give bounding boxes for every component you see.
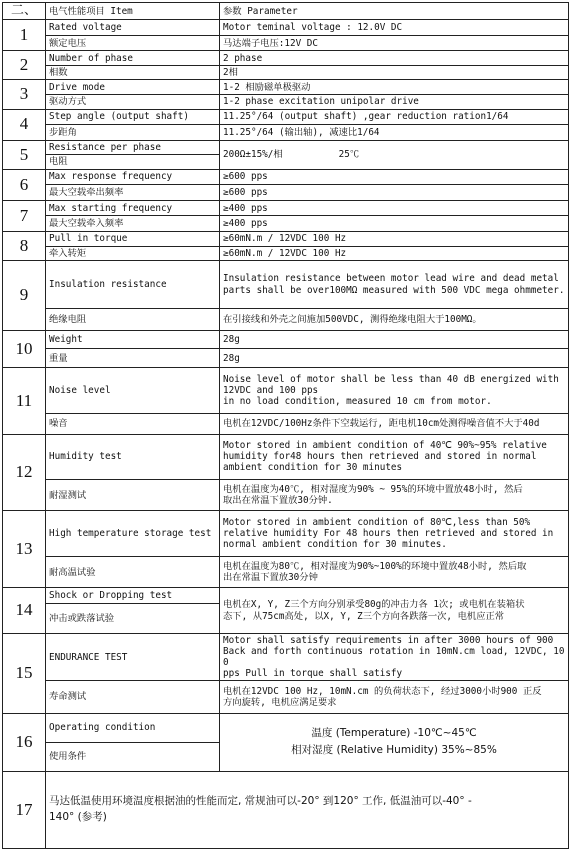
item-cn: 牵入转矩	[46, 246, 220, 261]
item-en: Number of phase	[46, 51, 220, 66]
param-en: 1-2 相励磁单极驱动	[220, 80, 569, 95]
item-cn: 额定电压	[46, 35, 220, 51]
param-cn	[220, 480, 569, 511]
param-cn: 马达端子电压:12V DC	[220, 35, 569, 51]
row-number: 8	[3, 232, 46, 261]
item-cn: 绝缘电阻	[46, 308, 220, 330]
item-en: Max response frequency	[46, 169, 220, 185]
param-en: ≥600 pps	[220, 169, 569, 185]
table-row	[3, 20, 569, 36]
row-number: 4	[3, 109, 46, 140]
item-en: Noise level	[46, 368, 220, 414]
row-number: 6	[3, 169, 46, 200]
param-en: 2 phase	[220, 51, 569, 66]
text-line: Noise level of motor shall be less than 40 dB energized with	[223, 373, 559, 385]
param-en: 11.25°/64 (output shaft) ,gear reduction ration1/64	[220, 109, 569, 125]
row-number: 2	[3, 51, 46, 80]
text-line: normal ambient condition for 30 minutes.	[223, 539, 447, 551]
item-en: High temperature storage test	[46, 511, 220, 557]
param-cn: ≥60mN.m / 12VDC 100 Hz	[220, 246, 569, 261]
item-en: Shock or Dropping test	[46, 588, 220, 604]
param-en	[220, 511, 569, 557]
item-en: Operating condition	[46, 713, 220, 742]
text-line: pps Pull in torque shall satisfy	[223, 668, 403, 680]
table-row	[3, 232, 569, 247]
item-en: Rated voltage	[46, 20, 220, 36]
text-line: 态下, 从75cm高处, 以X, Y, Z三个方向各跌落一次, 电机应正常	[223, 610, 505, 622]
table-row	[3, 771, 569, 848]
table-row	[3, 200, 569, 216]
table-row	[3, 633, 569, 680]
section-number: 二、	[3, 3, 46, 20]
text-line: Motor stored in ambient condition of 80℃,less than 50%	[223, 517, 531, 529]
text-line: relative humidity For 48 hours then retrieved and stored in	[223, 528, 554, 540]
text-line: 温度 (Temperature) -10℃~45℃	[311, 727, 477, 740]
table-row	[3, 588, 569, 604]
table-row	[3, 125, 569, 141]
param-cn: 在引接线和外壳之间施加500VDC, 测得绝缘电阻大于100MΩ。	[220, 308, 569, 330]
text-line: 电机在X, Y, Z三个方向分别承受80g的冲击力各 1次; 或电机在装箱状	[223, 599, 525, 611]
item-cn: 最大空载牵入频率	[46, 216, 220, 232]
item-en: Insulation resistance	[46, 261, 220, 309]
param-en: 28g	[220, 330, 569, 349]
param-cn: 28g	[220, 349, 569, 368]
row-number: 5	[3, 140, 46, 169]
param-cn	[220, 557, 569, 588]
table-row	[3, 35, 569, 51]
item-en: Max starting frequency	[46, 200, 220, 216]
table-row	[3, 330, 569, 349]
param-cn: ≥400 pps	[220, 216, 569, 232]
param-operating-condition	[220, 713, 569, 771]
text-line: 出在常温下置放30分钟	[223, 572, 318, 584]
param-cn: 电机在12VDC/100Hz条件下空载运行, 距电机10cm处测得噪音值不大于40d	[220, 413, 569, 434]
param-en	[220, 434, 569, 480]
row-number: 9	[3, 261, 46, 331]
item-cn: 步距角	[46, 125, 220, 141]
text-line: 电机在12VDC 100 Hz, 10mN.cm 的负荷状态下, 经过3000小时900 正反	[223, 685, 542, 697]
low-temperature-note	[46, 771, 569, 848]
table-row	[3, 65, 569, 80]
text-line: Motor stored in ambient condition of 40℃ 90%~95% relative	[223, 440, 547, 452]
item-cn: 驱动方式	[46, 94, 220, 109]
row-number: 7	[3, 200, 46, 231]
text-line: humidity for48 hours then retrieved and stored in normal	[223, 451, 537, 463]
text-line: Insulation resistance between motor lead wire and dead metal	[223, 273, 559, 285]
table-row	[3, 216, 569, 232]
row-number: 15	[3, 633, 46, 713]
item-cn: 使用条件	[46, 742, 220, 771]
param-cn: 1-2 phase excitation unipolar drive	[220, 94, 569, 109]
text-line: 取出在常温下置放30分钟.	[223, 495, 333, 507]
table-row	[3, 434, 569, 480]
table-row	[3, 185, 569, 201]
header-item: 电气性能项目 Item	[46, 3, 220, 20]
param-resistance: 200Ω±15%/相 25℃	[220, 140, 569, 169]
text-line: Motor shall satisfy requirements in after 3000 hours of 900	[223, 634, 554, 646]
table-row	[3, 480, 569, 511]
table-row	[3, 511, 569, 557]
row-number: 12	[3, 434, 46, 511]
item-cn: 寿命测试	[46, 681, 220, 713]
table-row	[3, 94, 569, 109]
param-en	[220, 633, 569, 680]
row-number: 10	[3, 330, 46, 367]
table-row	[3, 140, 569, 155]
table-row	[3, 349, 569, 368]
table-row	[3, 109, 569, 125]
table-row	[3, 308, 569, 330]
table-row	[3, 368, 569, 414]
item-en: Drive mode	[46, 80, 220, 95]
text-line: 相对湿度 (Relative Humidity) 35%~85%	[291, 744, 497, 757]
text-line: Back and forth continuous rotation in 10mN.cm load, 12VDC, 100	[223, 646, 565, 669]
text-line: 方向旋转, 电机应满足要求	[223, 696, 337, 708]
item-cn: 电阻	[46, 155, 220, 170]
table-row	[3, 681, 569, 713]
row-number: 3	[3, 80, 46, 109]
row-number: 17	[3, 771, 46, 848]
table-row	[3, 713, 569, 742]
text-line: 马达低温使用环境温度根据油的性能而定, 常规油可以-20° 到120° 工作, 低温油可以-40° -	[49, 795, 472, 808]
item-en: Step angle (output shaft)	[46, 109, 220, 125]
text-line: in no load condition, measured 10 cm from motor.	[223, 396, 492, 407]
table-row	[3, 413, 569, 434]
text-line: 电机在温度为80℃, 相对湿度为90%~100%的环境中置放48小时, 然后取	[223, 561, 527, 573]
row-number: 14	[3, 588, 46, 634]
row-number: 16	[3, 713, 46, 771]
item-cn: 耐湿测试	[46, 480, 220, 511]
item-en: Resistance per phase	[46, 140, 220, 155]
item-cn: 相数	[46, 65, 220, 80]
item-cn: 最大空载牵出频率	[46, 185, 220, 201]
text-line: parts shall be over100MΩ measured with 500 VDC mega ohmmeter.	[223, 284, 565, 296]
text-line: 140° (参考)	[49, 810, 107, 823]
item-cn: 耐高温试验	[46, 557, 220, 588]
item-cn: 重量	[46, 349, 220, 368]
param-en	[220, 368, 569, 414]
item-cn: 噪音	[46, 413, 220, 434]
param-cn: ≥600 pps	[220, 185, 569, 201]
text-line: 12VDC and 100 pps	[223, 384, 319, 396]
electrical-performance-table	[2, 2, 569, 849]
table-row	[3, 557, 569, 588]
param-en: Motor teminal voltage : 12.0V DC	[220, 20, 569, 36]
param-cn: 11.25°/64 (输出轴), 减速比1/64	[220, 125, 569, 141]
param-cn: 2相	[220, 65, 569, 80]
header-parameter: 参数 Parameter	[220, 3, 569, 20]
row-number: 11	[3, 368, 46, 434]
table-row	[3, 169, 569, 185]
param-cn	[220, 681, 569, 713]
item-en: Pull in torque	[46, 232, 220, 247]
item-en: Weight	[46, 330, 220, 349]
row-number: 1	[3, 20, 46, 51]
item-en: Humidity test	[46, 434, 220, 480]
text-line: 电机在温度为40℃, 相对湿度为90% ~ 95%的环境中置放48小时, 然后	[223, 484, 523, 496]
item-cn: 冲击或跌落试验	[46, 603, 220, 633]
table-row	[3, 80, 569, 95]
table-header-row	[3, 3, 569, 20]
table-row	[3, 246, 569, 261]
table-row	[3, 51, 569, 66]
text-line: ambient condition for 30 minutes	[223, 462, 403, 474]
param-shock	[220, 588, 569, 634]
param-en: ≥60mN.m / 12VDC 100 Hz	[220, 232, 569, 247]
row-number: 13	[3, 511, 46, 588]
param-en: ≥400 pps	[220, 200, 569, 216]
param-en	[220, 261, 569, 309]
item-en: ENDURANCE TEST	[46, 633, 220, 680]
table-row	[3, 261, 569, 309]
